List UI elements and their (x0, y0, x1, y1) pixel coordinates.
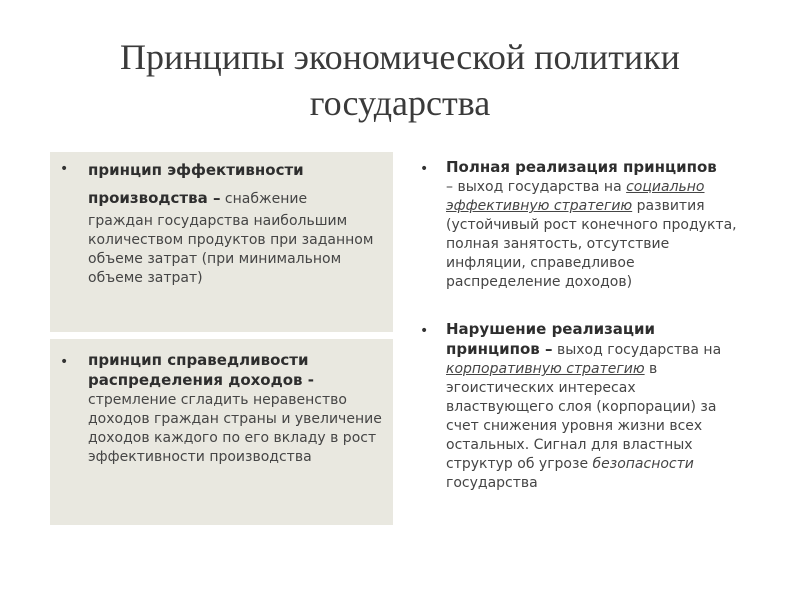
bullet-icon: • (420, 161, 429, 177)
bullet-icon: • (60, 354, 69, 370)
slide-title (60, 34, 740, 126)
fairness-principle-item (88, 351, 388, 467)
full-realization-text-b: развития (устойчивый рост конечного продукта, полная занятость, отсутствие инфляции, справедливое распределение доходов) (446, 198, 737, 290)
fairness-principle-heading: принцип справедливости распределения доходов - (88, 351, 314, 389)
efficiency-principle-text-1: снабжение (220, 191, 308, 207)
bullet-icon: • (420, 323, 429, 339)
violation-text-b: в эгоистических интересах властвующего слоя (корпорации) за счет снижения уровня жизни всех остальных. Сигнал для властных структур об угрозе (446, 361, 717, 472)
full-realization-text-a: – выход государства на (446, 179, 627, 195)
title-line-2: государства (309, 83, 491, 123)
violation-emphasis-security: безопасности (592, 456, 694, 472)
full-realization-item (446, 158, 746, 292)
efficiency-principle-heading-2: производства – (88, 189, 221, 207)
efficiency-principle-text-2: граждан государства наибольшим количеством продуктов при заданном объеме затрат (при минимальном объеме затрат) (88, 213, 374, 286)
violation-heading-1: Нарушение реализации (446, 320, 656, 338)
violation-heading-2: принципов – (446, 340, 553, 358)
fairness-principle-box (50, 339, 393, 525)
title-line-1: Принципы экономической политики (120, 37, 680, 77)
bullet-icon: • (60, 161, 69, 177)
efficiency-principle-item (88, 156, 388, 288)
efficiency-principle-heading-1: принцип эффективности (88, 161, 304, 179)
violation-text-a: выход государства на (552, 342, 722, 358)
fairness-principle-text: стремление сгладить неравенство доходов граждан страны и увеличение доходов каждого по его вкладу в рост эффективности производства (88, 392, 382, 465)
full-realization-heading: Полная реализация принципов (446, 158, 717, 176)
violation-text-c: государства (446, 475, 538, 491)
efficiency-principle-box (50, 152, 393, 332)
realization-violation-item (446, 320, 746, 493)
full-realization-emphasis: социально эффективную стратегию (446, 179, 705, 214)
violation-emphasis: корпоративную стратегию (446, 361, 645, 377)
